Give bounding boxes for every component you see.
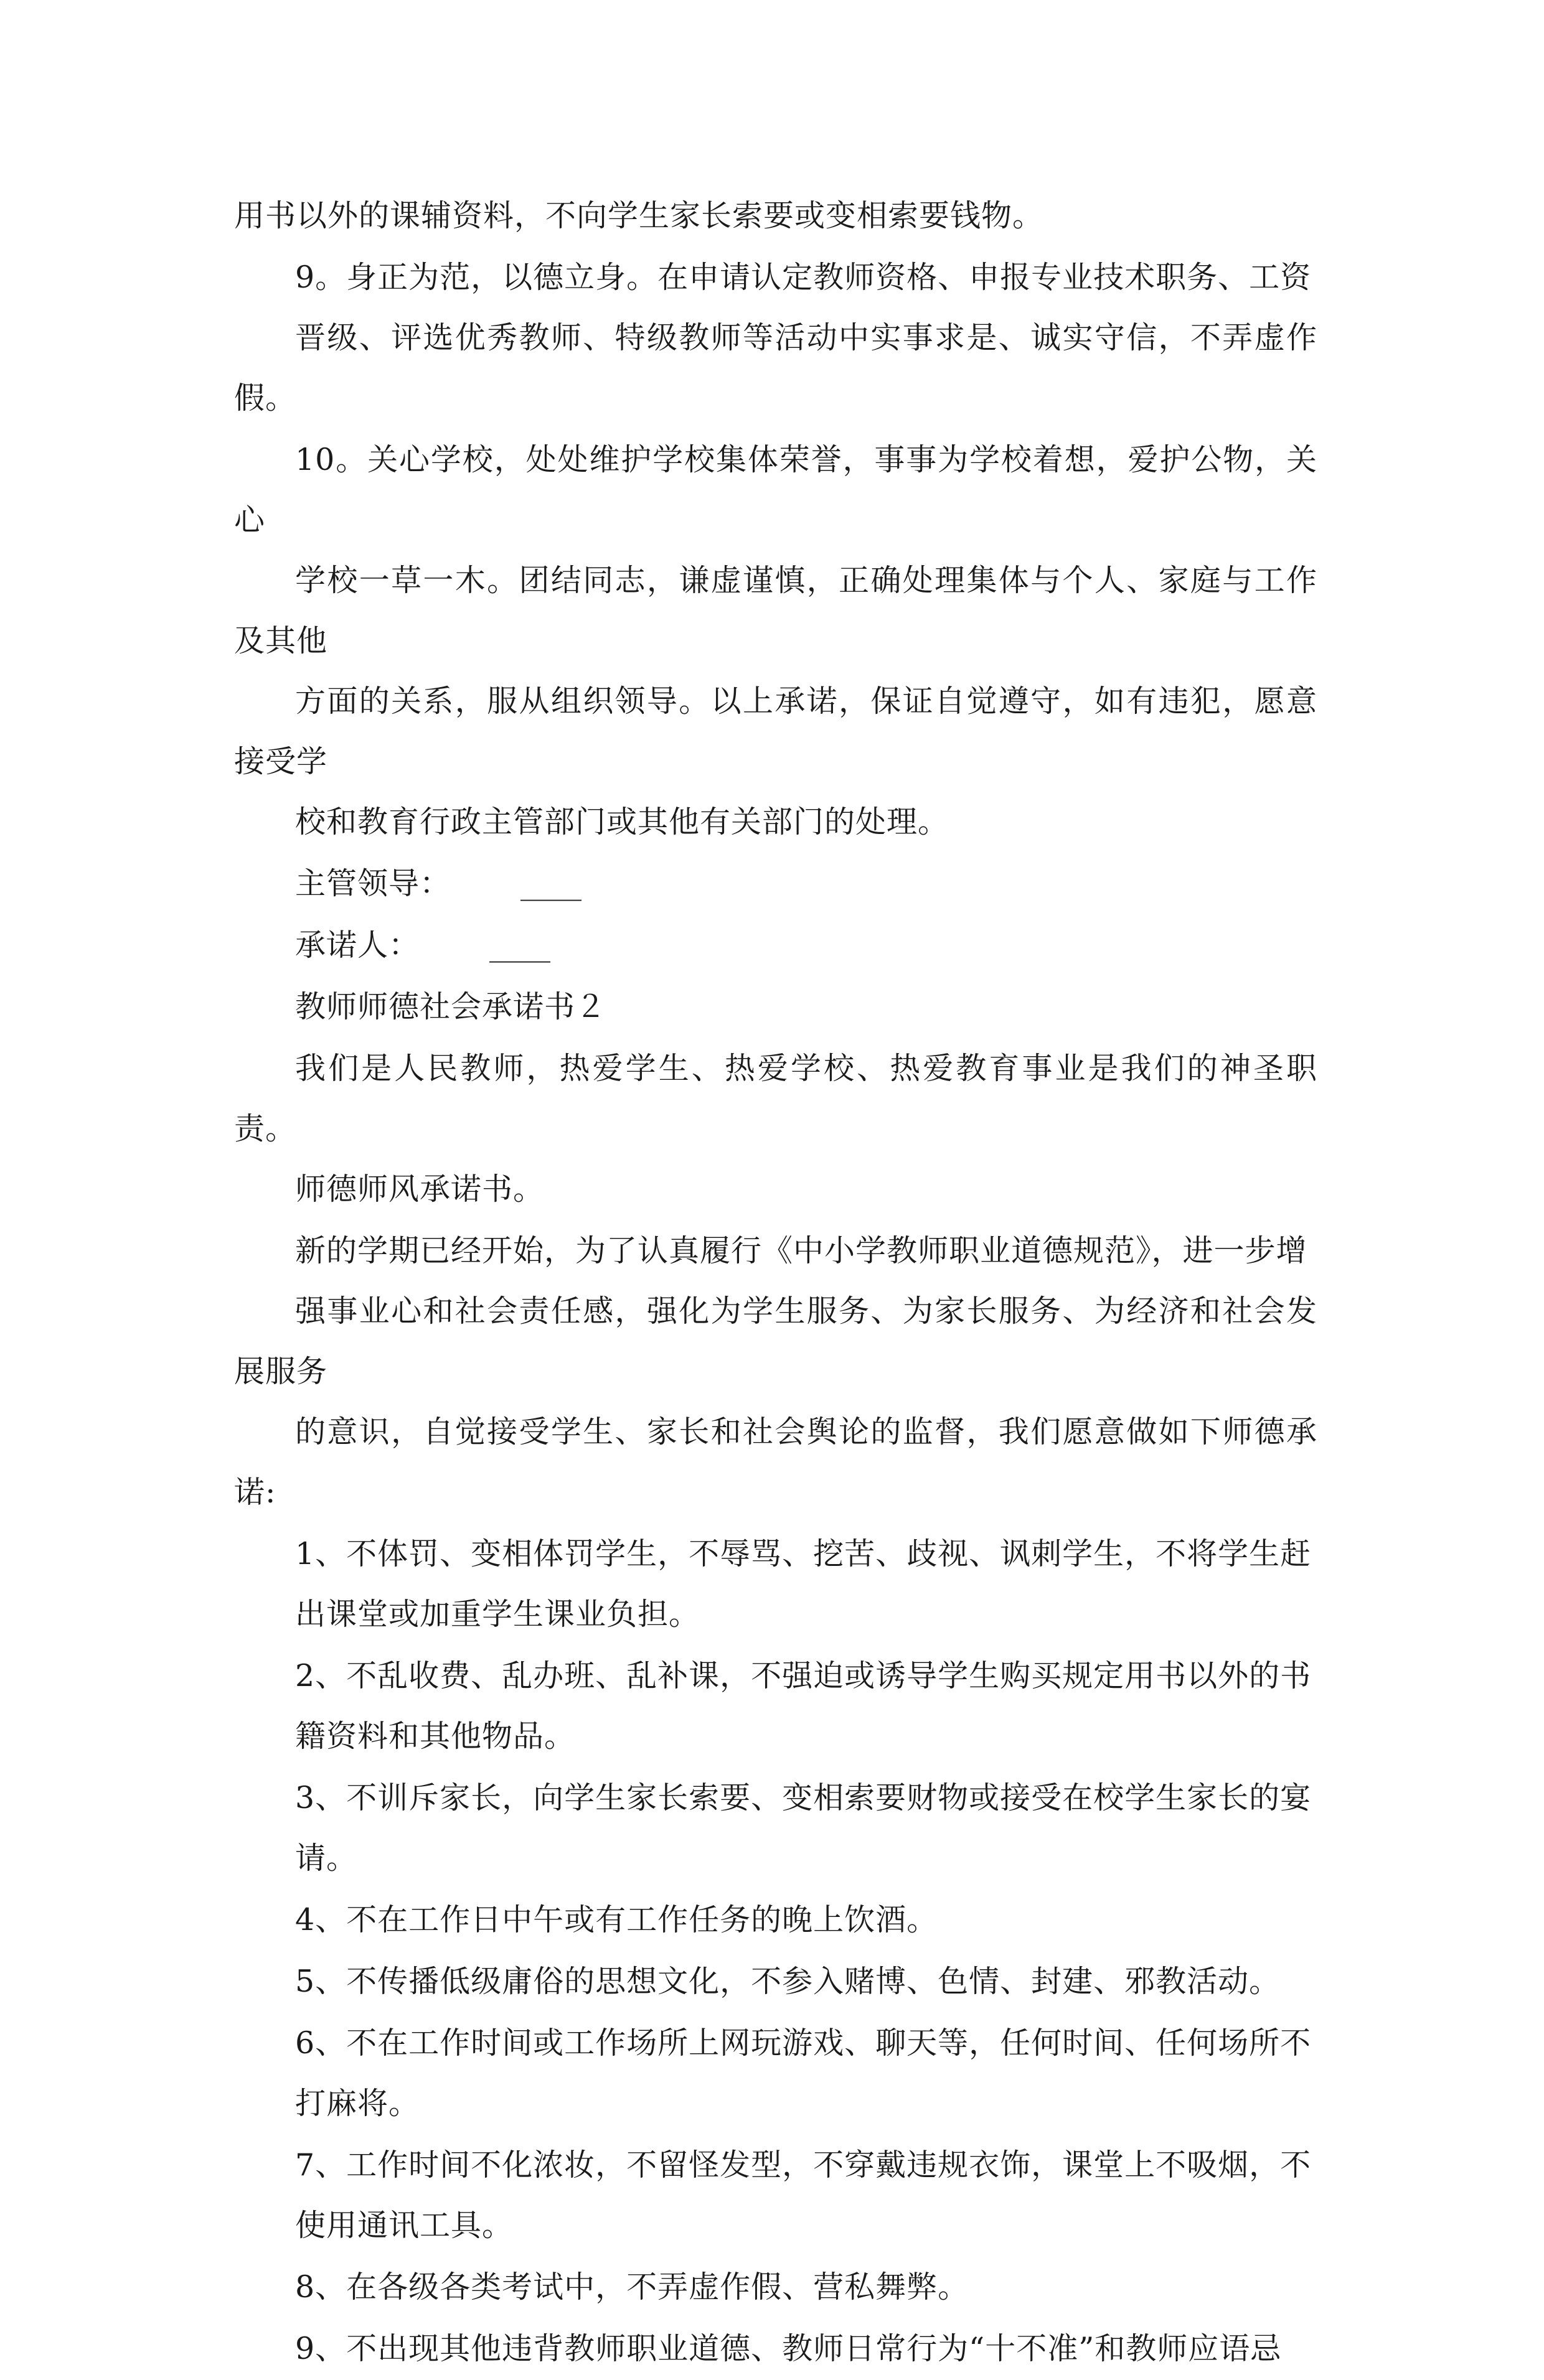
text-line: 我们是人民教师，热爱学生、热爱学校、热爱教育事业是我们的神圣职责。	[234, 1051, 1317, 1146]
promise-item-3	[234, 1768, 1317, 1888]
text-line: 师德师风承诺书。	[295, 1171, 545, 1207]
text-line: 籍资料和其他物品。	[295, 1718, 576, 1754]
paragraph-item-10	[234, 429, 1317, 852]
text-line: 2、不乱收费、乱办班、乱补课，不强迫或诱导学生购买规定用书以外的书	[295, 1658, 1312, 1694]
text-line: 的意识，自觉接受学生、家长和社会舆论的监督，我们愿意做如下师德承诺:	[234, 1414, 1317, 1510]
text-line: 强事业心和社会责任感，强化为学生服务、为家长服务、为经济和社会发展服务	[234, 1293, 1317, 1389]
text-line: 9。身正为范，以德立身。在申请认定教师资格、申报专业技术职务、工资	[295, 260, 1312, 295]
signature-promisor	[234, 915, 1317, 975]
text-line: 学校一草一木。团结同志，谦虚谨慎，正确处理集体与个人、家庭与工作及其他	[234, 563, 1317, 658]
paragraph-item-9	[234, 247, 1317, 428]
paragraph-semester	[234, 1220, 1317, 1522]
text-line: 使用通讯工具。	[295, 2208, 514, 2243]
text-line: 方面的关系，服从组织领导。以上承诺，保证自觉遵守，如有违犯，愿意接受学	[234, 683, 1317, 779]
promise-item-1	[234, 1524, 1317, 1644]
text-line: 3、不训斥家长，向学生家长索要、变相索要财物或接受在校学生家长的宴	[295, 1780, 1312, 1815]
promisor-blank: ____	[489, 927, 551, 963]
promise-item-8	[234, 2257, 1317, 2317]
section-title	[234, 977, 1317, 1037]
supervisor-blank: ____	[520, 866, 582, 901]
text-line: 晋级、评选优秀教师、特级教师等活动中实事求是、诚实守信，不弄虚作假。	[234, 320, 1317, 416]
text-line: 7、工作时间不化浓妆，不留怪发型，不穿戴违规衣饰，课堂上不吸烟，不	[295, 2147, 1312, 2183]
text-line: 1、不体罚、变相体罚学生，不辱骂、挖苦、歧视、讽刺学生，不将学生赶	[295, 1536, 1312, 1572]
text-line: 9、不出现其他违背教师职业道德、教师日常行为“十不准”和教师应语忌	[295, 2331, 1282, 2366]
promise-item-4	[234, 1890, 1317, 1950]
text-line: 校和教育行政主管部门或其他有关部门的处理。	[295, 804, 949, 840]
text-line: 打麻将。	[295, 2086, 420, 2121]
text-line: 6、不在工作时间或工作场所上网玩游戏、聊天等，任何时间、任何场所不	[295, 2025, 1312, 2061]
paragraph-intro	[234, 1038, 1317, 1219]
promise-item-9	[234, 2318, 1317, 2379]
paragraph-continuation	[234, 185, 1317, 246]
text-line: 出课堂或加重学生课业负担。	[295, 1596, 700, 1632]
text-line: 用书以外的课辅资料，不向学生家长索要或变相索要钱物。	[234, 198, 1044, 233]
promise-item-7	[234, 2135, 1317, 2256]
promise-item-5	[234, 1951, 1317, 2012]
text-line: 5、不传播低级庸俗的思想文化，不参入赌博、色情、封建、邪教活动。	[295, 1964, 1281, 1999]
text-line: 请。	[295, 1840, 358, 1876]
text-line: 新的学期已经开始，为了认真履行《中小学教师职业道德规范》，进一步增	[295, 1233, 1307, 1268]
document-body	[234, 185, 1317, 2380]
signature-supervisor	[234, 853, 1317, 914]
text-line: 4、不在工作日中午或有工作任务的晚上饮酒。	[295, 1902, 938, 1937]
promise-item-6	[234, 2013, 1317, 2134]
promise-item-2	[234, 1646, 1317, 1766]
supervisor-label: 主管领导：	[295, 866, 451, 901]
section-title-text: 教师师德社会承诺书２	[295, 989, 607, 1024]
text-line: 8、在各级各类考试中，不弄虚作假、营私舞弊。	[295, 2269, 969, 2305]
text-line: 10。关心学校，处处维护学校集体荣誉，事事为学校着想，爱护公物，关心	[234, 442, 1317, 538]
promisor-label: 承诺人：	[295, 927, 420, 963]
